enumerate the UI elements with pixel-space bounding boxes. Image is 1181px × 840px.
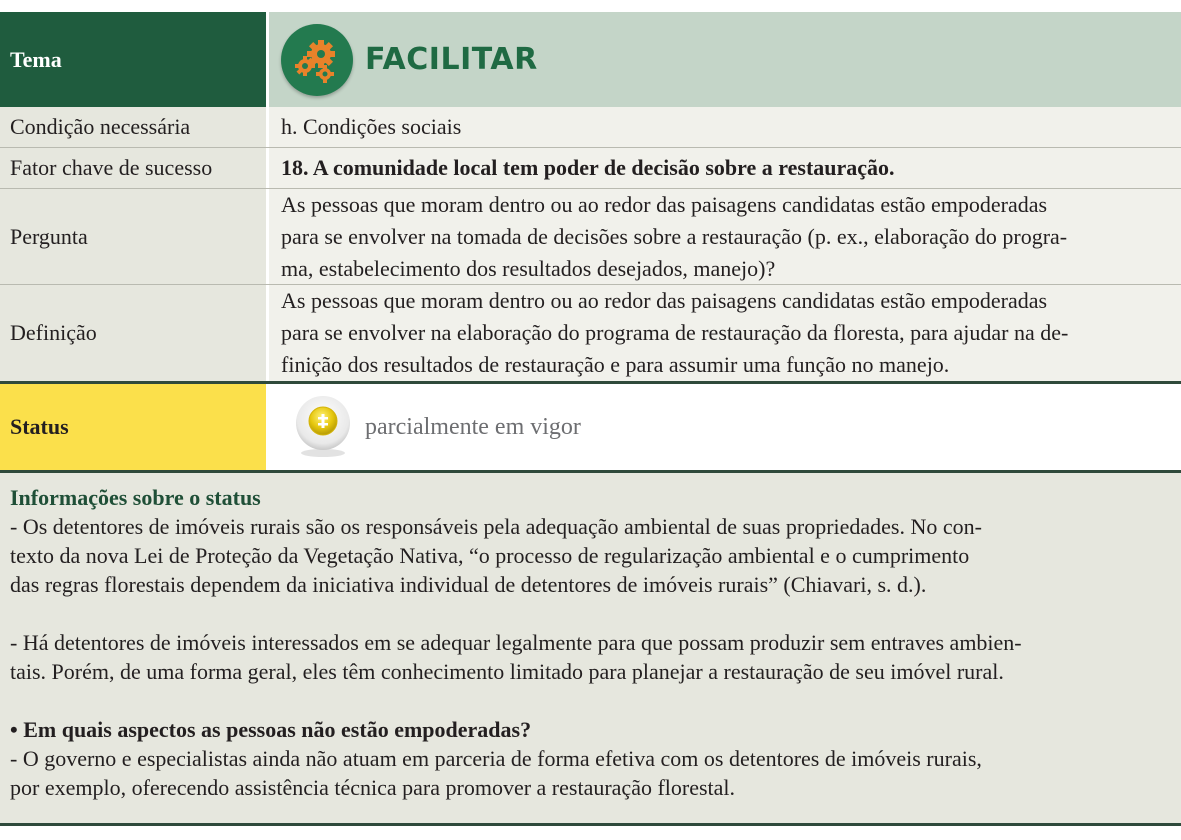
pergunta-value	[266, 189, 1181, 284]
definicao-line: finição dos resultados de restauração e para assumir uma função no manejo.	[281, 352, 950, 377]
tema-value	[266, 12, 1181, 107]
row-condicao	[0, 107, 1181, 148]
definicao-label: Definição	[0, 285, 266, 381]
info-line: - O governo e especialistas ainda não atuam em parceria de forma efetiva com os detentores de imóveis rurais,	[10, 746, 982, 771]
info-line: - Os detentores de imóveis rurais são os responsáveis pela adequação ambiental de suas propriedades. No con-	[10, 514, 982, 539]
info-line: tais. Porém, de uma forma geral, eles têm conhecimento limitado para planejar a restauração de seu imóvel rural.	[10, 659, 1004, 684]
pergunta-line: As pessoas que moram dentro ou ao redor das paisagens candidatas estão empoderadas	[281, 191, 1048, 217]
info-line: das regras florestais dependem da iniciativa individual de detentores de imóveis rurais” (Chiavari, s. d.).	[10, 572, 927, 597]
tema-label: Tema	[0, 12, 266, 107]
status-label: Status	[0, 384, 266, 470]
status-info	[0, 473, 1181, 823]
condicao-label: Condição necessária	[0, 107, 266, 147]
definicao-value	[266, 285, 1181, 381]
tema-title: FACILITAR	[365, 42, 538, 77]
pergunta-line: para se envolver na tomada de decisões sobre a restauração (p. ex., elaboração do progra-	[281, 223, 1068, 249]
fator-value: 18. A comunidade local tem poder de decisão sobre a restauração.	[266, 148, 1181, 188]
info-line: texto da nova Lei de Proteção da Vegetação Nativa, “o processo de regularização ambiental e o cumprimento	[10, 543, 970, 568]
info-question: • Em quais aspectos as pessoas não estão empoderadas?	[10, 717, 532, 742]
row-pergunta	[0, 189, 1181, 285]
condicao-value: h. Condições sociais	[266, 107, 1181, 147]
pergunta-label: Pergunta	[0, 189, 266, 284]
info-heading: Informações sobre o status	[10, 485, 261, 510]
partial-status-icon	[289, 393, 357, 461]
definicao-line: para se envolver na elaboração do programa de restauração da floresta, para ajudar na de-	[281, 320, 1069, 345]
status-value	[266, 384, 1181, 470]
status-text: parcialmente em vigor	[365, 413, 581, 440]
fator-label: Fator chave de sucesso	[0, 148, 266, 188]
row-definicao	[0, 285, 1181, 381]
top-margin	[0, 0, 1181, 12]
info-line: - Há detentores de imóveis interessados em se adequar legalmente para que possam produzir sem entraves ambien-	[10, 630, 1022, 655]
definicao-line: As pessoas que moram dentro ou ao redor das paisagens candidatas estão empoderadas	[281, 288, 1048, 313]
gears-icon	[281, 24, 353, 96]
row-tema	[0, 12, 1181, 107]
row-status	[0, 384, 1181, 470]
row-fator	[0, 148, 1181, 189]
pergunta-line: ma, estabelecimento dos resultados desejados, manejo)?	[281, 255, 776, 281]
bottom-rule	[0, 823, 1181, 826]
info-line: por exemplo, oferecendo assistência técnica para promover a restauração florestal.	[10, 775, 736, 800]
